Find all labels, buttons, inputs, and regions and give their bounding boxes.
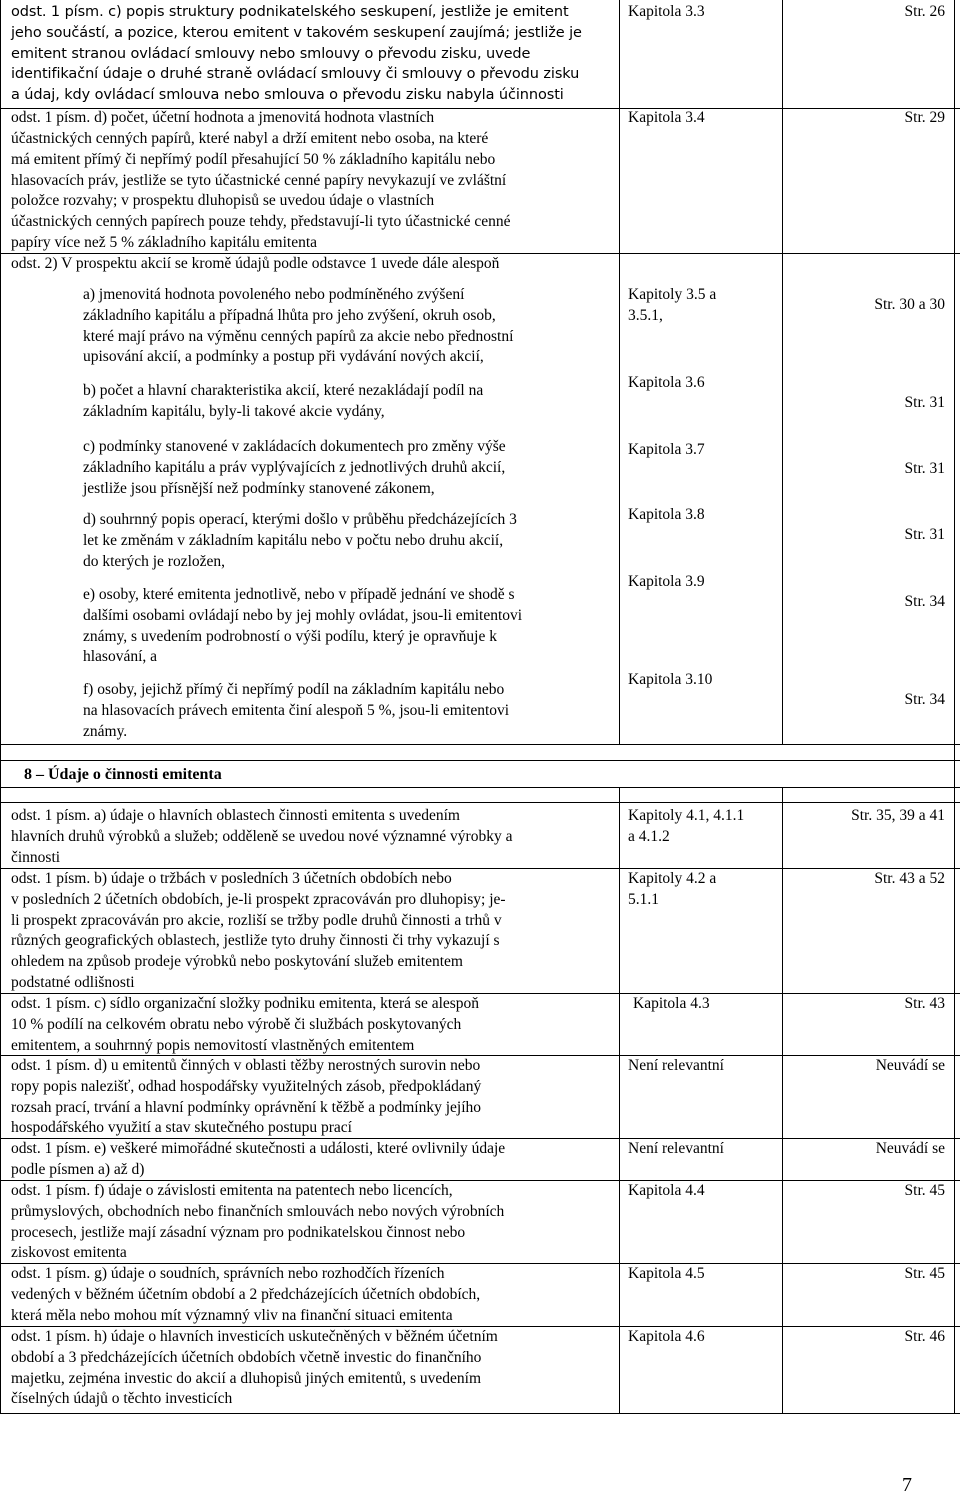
- sub-item-chapter: Kapitola 3.6: [628, 374, 705, 391]
- row-chapter: Kapitola 4.5: [628, 1265, 705, 1282]
- row-page-ref: Str. 26: [904, 3, 945, 20]
- row-description: odst. 1 písm. f) údaje o závislosti emitenta na patentech nebo licencích,: [11, 1182, 453, 1199]
- row-description: a údaj, kdy ovládací smlouva nebo smlouva o převodu zisku nabyla účinnosti: [11, 87, 564, 104]
- sub-item: dalšími osobami ovládají nebo by jej mohly ovládat, jsou-li emitentovi: [83, 606, 523, 624]
- sub-item: základním kapitálu, byly-li takové akcie vydány,: [83, 402, 385, 420]
- row-description: odst. 1 písm. g) údaje o soudních, správních nebo rozhodčích řízeních: [11, 1265, 445, 1282]
- row-description: hospodářského využití a stav skutečného postupu prací: [11, 1119, 352, 1137]
- sub-item: které mají právo na výměnu cenných papírů za akcie nebo přednostní: [83, 327, 514, 345]
- sub-item: hlasování, a: [83, 648, 158, 666]
- row-page-ref: Str. 45: [904, 1182, 945, 1199]
- section-heading: 8 – Údaje o činnosti emitenta: [24, 766, 222, 783]
- row-page-ref: Neuvádí se: [875, 1140, 945, 1157]
- row-description: ziskovost emitenta: [11, 1244, 127, 1262]
- row-description: období a 3 předcházejících účetních obdobích včetně investic do finančního: [11, 1348, 482, 1366]
- row-description: vedených v běžném účetním období a 2 předcházejících účetních obdobích,: [11, 1285, 481, 1303]
- row-chapter: Kapitola 4.4: [628, 1182, 705, 1199]
- row-description: odst. 1 písm. d) počet, účetní hodnota a jmenovitá hodnota vlastních: [11, 109, 435, 126]
- row-description: emitentem, a souhrnný popis nemovitostí vlastněných emitentem: [11, 1036, 415, 1054]
- row-divider: [0, 760, 960, 761]
- sub-item: jestliže jsou přísnější než podmínky stanovené zákonem,: [83, 479, 435, 497]
- row-page-ref: Str. 35, 39 a 41: [851, 807, 945, 824]
- row-page-ref: Str. 45: [904, 1265, 945, 1282]
- sub-item: známy.: [83, 722, 128, 740]
- row-description: odst. 1 písm. d) u emitentů činných v oblasti těžby nerostných surovin nebo: [11, 1057, 481, 1074]
- row-description: činnosti: [11, 848, 61, 866]
- sub-item: e) osoby, které emitenta jednotlivě, nebo v případě jednání ve shodě s: [83, 586, 515, 603]
- row-description: odst. 1 písm. a) údaje o hlavních oblastech činnosti emitenta s uvedením: [11, 807, 460, 824]
- page-number: 7: [902, 1474, 912, 1496]
- column-divider: [782, 787, 783, 1413]
- row-description: podle písmen a) až d): [11, 1160, 145, 1178]
- row-chapter: a 4.1.2: [628, 827, 670, 845]
- row-page-ref: Str. 29: [904, 109, 945, 126]
- sub-item: b) počet a hlavní charakteristika akcií, které nezakládají podíl na: [83, 382, 484, 399]
- row-chapter: Kapitola 3.4: [628, 109, 705, 126]
- sub-item-chapter: Kapitola 3.8: [628, 506, 705, 523]
- row-description: položce rozvahy; v prospektu dluhopisů se uvedou údaje o vlastních: [11, 192, 435, 210]
- sub-item: známy, s uvedením podrobností o výši podílu, který je opravňuje k: [83, 627, 497, 645]
- row-description: má emitent přímý či nepřímý podíl přesahující 50 % základního kapitálu nebo: [11, 150, 496, 168]
- row-description: hlasovacích práv, jestliže se tyto účastnické cenné papíry nevykazují ve zvláštní: [11, 171, 507, 189]
- sub-item: základního kapitálu a práv vyplývajících z jednotlivých druhů akcií,: [83, 458, 506, 476]
- row-chapter: Kapitoly 4.2 a: [628, 870, 717, 887]
- row-divider: [0, 802, 960, 803]
- sub-item-page-ref: Str. 31: [904, 526, 945, 543]
- table-border-left: [0, 0, 1, 1413]
- sub-item: c) podmínky stanovené v zakládacích dokumentech pro změny výše: [83, 438, 506, 455]
- sub-item: let ke změnám v základním kapitálu nebo v počtu nebo druhu akcií,: [83, 531, 504, 549]
- row-description: identifikační údaje o druhé straně ovládací smlouvy či smlouvy o převodu zisku: [11, 66, 580, 83]
- row-description: ropy popis nalezišť, odhad hospodářsky využitelných zásob, předpokládaný: [11, 1077, 482, 1095]
- sub-item: d) souhrnný popis operací, kterými došlo v průběhu předcházejících 3: [83, 511, 517, 528]
- row-description: číselných údajů o těchto investicích: [11, 1390, 233, 1408]
- row-description: která měla nebo mohou mít významný vliv na finanční situaci emitenta: [11, 1306, 453, 1324]
- row-description: li prospekt zpracováván pro akcie, rozliší se tržby podle druhů činnosti a trhů v: [11, 911, 502, 929]
- row-chapter: Kapitola 3.3: [628, 3, 705, 20]
- sub-item: do kterých je rozložen,: [83, 552, 226, 570]
- sub-item: na hlasovacích právech emitenta činí alespoň 5 %, jsou-li emitentovi: [83, 701, 510, 719]
- sub-item-page-ref: Str. 31: [904, 460, 945, 477]
- row-page-ref: Neuvádí se: [875, 1057, 945, 1074]
- sub-item-chapter: Kapitola 3.9: [628, 573, 705, 590]
- odst2-intro: odst. 2) V prospektu akcií se kromě údajů podle odstavce 1 uvede dále alespoň: [11, 255, 500, 272]
- row-description: odst. 1 písm. e) veškeré mimořádné skutečnosti a události, které ovlivnily údaje: [11, 1140, 506, 1157]
- row-description: hlavních druhů výrobků a služeb; odděleně se uvedou nové významné výrobky a: [11, 827, 513, 845]
- sub-item: f) osoby, jejichž přímý či nepřímý podíl na základním kapitálu nebo: [83, 681, 505, 698]
- table-border-right: [954, 0, 955, 1413]
- sub-item: upisování akcií, a podmínky a postup při vydávání nových akcií,: [83, 348, 484, 366]
- row-chapter: Kapitola 4.6: [628, 1328, 705, 1345]
- row-page-ref: Str. 43 a 52: [874, 870, 945, 887]
- row-description: podstatné odlišnosti: [11, 974, 135, 991]
- sub-item-page-ref: Str. 30 a 30: [874, 296, 945, 313]
- row-description: účastnických cenných papírů, které nabyl a drží emitent nebo osoba, na které: [11, 130, 489, 147]
- sub-item-chapter: Kapitoly 3.5 a: [628, 286, 717, 303]
- sub-item-page-ref: Str. 34: [904, 593, 945, 610]
- row-description: odst. 1 písm. c) sídlo organizační složky podniku emitenta, která se alespoň: [11, 995, 480, 1012]
- sub-item-chapter: Kapitola 3.7: [628, 441, 705, 458]
- row-description: rozsah prací, trvání a hlavní podmínky oprávnění k těžbě a podmínky jejího: [11, 1098, 482, 1116]
- sub-item-page-ref: Str. 34: [904, 691, 945, 708]
- row-description: účastnických cenných papírech pouze tehdy, představují-li tyto účastnické cenné: [11, 213, 511, 231]
- row-chapter: Kapitoly 4.1, 4.1.1: [628, 807, 745, 824]
- row-chapter: Není relevantní: [628, 1057, 724, 1074]
- row-description: odst. 1 písm. h) údaje o hlavních investicích uskutečněných v běžném účetním: [11, 1328, 498, 1345]
- row-description: majetku, zejména investic do akcií a dluhopisů jiných emitentů, s uvedením: [11, 1369, 482, 1387]
- row-description: ohledem na způsob prodeje výrobků nebo poskytování služeb emitentem: [11, 953, 463, 971]
- row-description: různých geografických oblastech, jestliže tyto druhy činnosti či trhy vykazují s: [11, 932, 500, 950]
- column-divider: [782, 0, 783, 744]
- row-divider: [0, 787, 960, 788]
- row-divider: [0, 1413, 960, 1414]
- row-chapter: 5.1.1: [628, 890, 659, 908]
- row-description: průmyslových, obchodních nebo finančních smlouvách nebo nových výrobních: [11, 1202, 505, 1220]
- row-description: jeho součástí, a pozice, kterou emitent v takovém seskupení zaujímá; jestliže je: [11, 24, 582, 41]
- row-page-ref: Str. 46: [904, 1328, 945, 1345]
- row-description: v posledních 2 účetních obdobích, je-li prospekt zpracováván pro dluhopisy; je-: [11, 890, 506, 908]
- row-chapter: Není relevantní: [628, 1140, 724, 1157]
- row-description: papíry více než 5 % základního kapitálu emitenta: [11, 234, 318, 251]
- sub-item-chapter: 3.5.1,: [628, 306, 663, 324]
- row-description: odst. 1 písm. b) údaje o tržbách v posledních 3 účetních obdobích nebo: [11, 870, 452, 887]
- sub-item-chapter: Kapitola 3.10: [628, 671, 713, 688]
- row-description: odst. 1 písm. c) popis struktury podnikatelského seskupení, jestliže je emitent: [11, 4, 569, 20]
- row-description: 10 % podílí na celkovém obratu nebo výrobě či službách poskytovaných: [11, 1015, 462, 1033]
- sub-item-page-ref: Str. 31: [904, 394, 945, 411]
- row-page-ref: Str. 43: [904, 995, 945, 1012]
- sub-item: a) jmenovitá hodnota povoleného nebo podmíněného zvýšení: [83, 286, 465, 303]
- sub-item: základního kapitálu a případná lhůta pro jeho zvýšení, okruh osob,: [83, 306, 496, 324]
- row-description: procesech, jestliže mají zásadní význam pro podnikatelskou činnost nebo: [11, 1223, 466, 1241]
- row-divider: [0, 744, 960, 745]
- row-chapter: Kapitola 4.3: [633, 995, 710, 1012]
- row-description: emitent stranou ovládací smlouvy nebo smlouvy o převodu zisku, uvede: [11, 45, 531, 62]
